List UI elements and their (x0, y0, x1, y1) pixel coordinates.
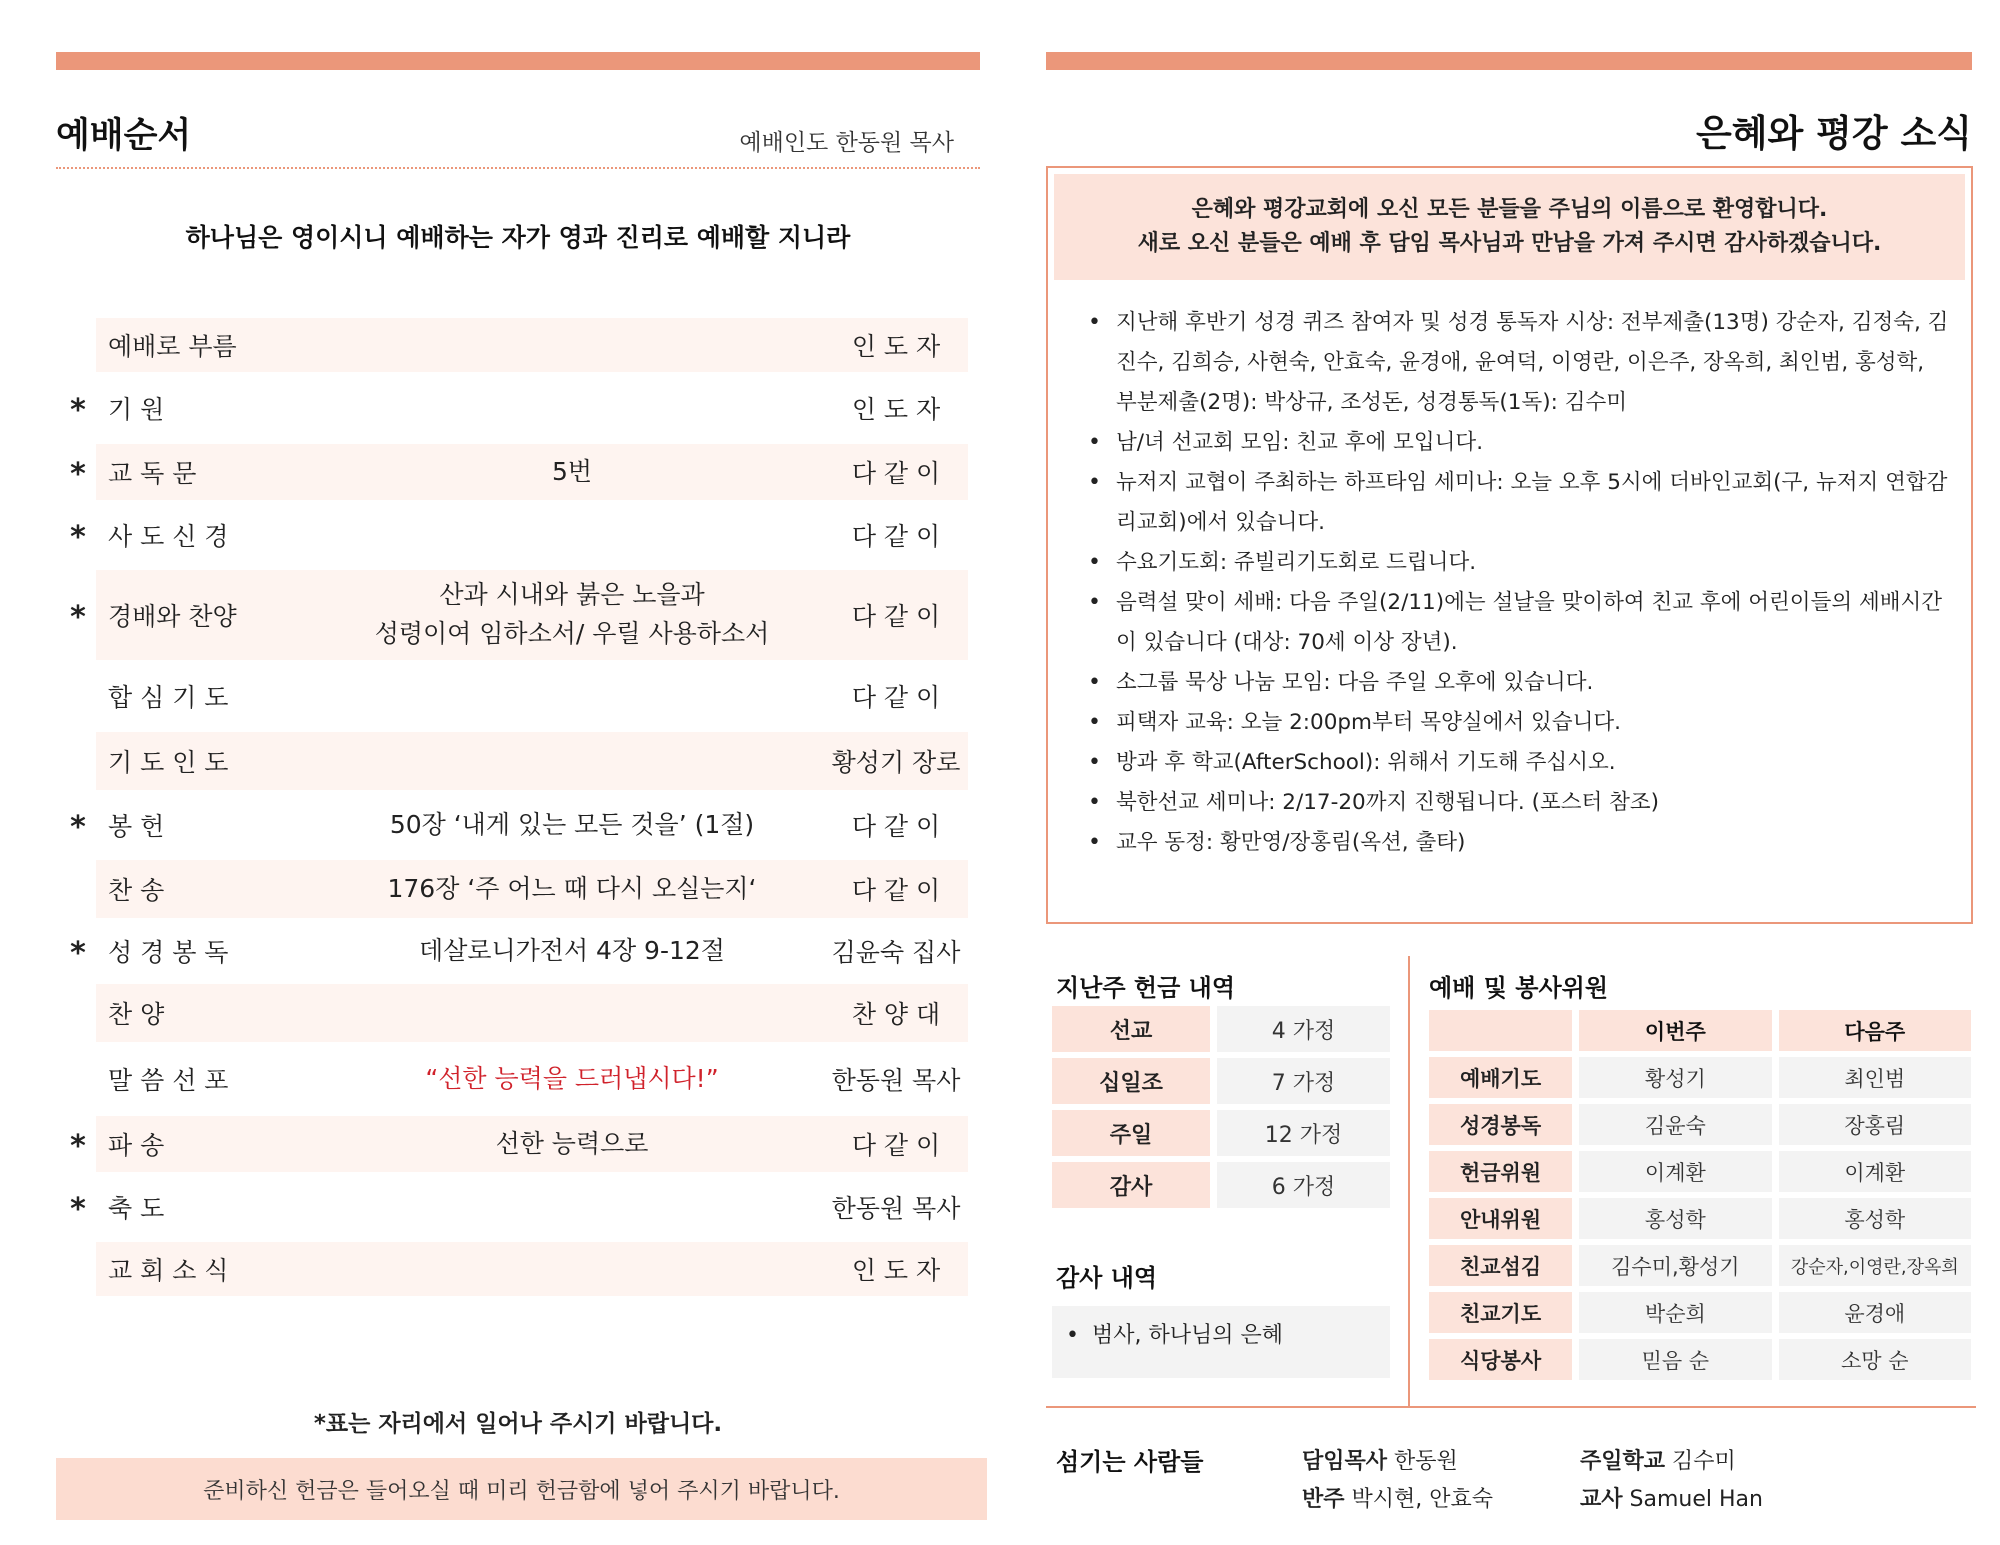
standing-mark (60, 1076, 96, 1082)
service-row (1429, 1198, 1971, 1239)
order-content-line: 성령이여 임하소서/ 우릴 사용하소서 (374, 619, 770, 648)
dotted-divider (56, 167, 980, 169)
order-row (60, 1238, 968, 1300)
news-item: • 수요기도회: 쥬빌리기도회로 드립니다. (1084, 543, 1949, 583)
sunday-school-credit (1580, 1444, 1736, 1475)
service-role: 친교섬김 (1429, 1245, 1572, 1286)
standing-mark (60, 758, 96, 764)
offering-count: 4 가정 (1217, 1006, 1390, 1052)
service-row (1429, 1057, 1971, 1098)
service-row (1429, 1151, 1971, 1192)
order-item-leader: 인 도 자 (851, 395, 941, 424)
service-role: 안내위원 (1429, 1198, 1572, 1239)
news-list (1084, 303, 1949, 863)
standing-mark (60, 693, 96, 699)
order-content-line: 선한 능력으로 (495, 1128, 649, 1158)
news-item: • 지난해 후반기 성경 퀴즈 참여자 및 성경 통독자 시상: 전부제출(13명) 강순자, 김정숙, 김진수, 김희승, 사현숙, 안효숙, 윤경애, 윤여덕, 이영란, 이은주, 장옥희, 최인범, 홍성학, 부분제출(2명): 박상규, 조성돈, 성경통독(1독): 김수미 (1084, 303, 1949, 423)
service-next-week: 소망 순 (1779, 1339, 1971, 1380)
service-this-week: 박순희 (1579, 1292, 1771, 1333)
standing-mark (60, 1010, 96, 1016)
order-row (60, 1046, 968, 1112)
service-role: 성경봉독 (1429, 1104, 1572, 1145)
order-item-name: 사 도 신 경 (108, 522, 229, 551)
welcome-line-1: 은혜와 평강교회에 오신 모든 분들을 주님의 이름으로 환영합니다. (1191, 196, 1828, 222)
offering-category: 십일조 (1052, 1058, 1210, 1104)
order-item-leader: 한동원 목사 (831, 1194, 961, 1223)
order-row (60, 440, 968, 504)
offering-section-title: 지난주 헌금 내역 (1056, 974, 1235, 1002)
order-row (60, 794, 968, 856)
order-item-leader: 다 같 이 (851, 522, 941, 551)
standing-mark (60, 342, 96, 348)
offering-category: 감사 (1052, 1162, 1210, 1208)
welcome-line-2: 새로 오신 분들은 예배 후 담임 목사님과 만남을 가져 주시면 감사하겠습니다. (1137, 231, 1882, 256)
thanks-list (1052, 1306, 1390, 1378)
standing-mark: * (70, 600, 86, 635)
order-row (60, 856, 968, 922)
service-this-week: 믿음 순 (1579, 1339, 1771, 1380)
sunday-school-name: 김수미 (1672, 1449, 1736, 1474)
standing-mark: * (70, 1129, 86, 1164)
order-item-name: 성 경 봉 독 (108, 938, 229, 967)
offering-note: 준비하신 헌금은 들어오실 때 미리 헌금함에 넣어 주시기 바랍니다. (203, 1478, 840, 1504)
service-row (1429, 1104, 1971, 1145)
order-item-name: 교 회 소 식 (108, 1256, 229, 1285)
news-item: • 북한선교 세미나: 2/17-20까지 진행됩니다. (포스터 참조) (1084, 783, 1949, 823)
servers-title: 섬기는 사람들 (1056, 1448, 1204, 1476)
offering-category: 선교 (1052, 1006, 1210, 1052)
order-content-line: 176장 ‘주 어느 때 다시 오실는지‘ (387, 873, 757, 903)
standing-mark: * (70, 936, 86, 971)
standing-mark: * (70, 393, 86, 428)
worship-order-title: 예배순서 (56, 116, 192, 156)
order-content-line: 5번 (551, 456, 593, 486)
service-role: 식당봉사 (1429, 1339, 1572, 1380)
order-item-name: 축 도 (108, 1194, 165, 1223)
pastor-label: 담임목사 (1302, 1449, 1388, 1474)
order-item-content (316, 870, 828, 909)
worship-leader: 예배인도 한동원 목사 (739, 130, 954, 156)
news-item: • 소그룹 묵상 나눔 모임: 다음 주일 오후에 있습니다. (1084, 663, 1949, 703)
order-item-leader: 인 도 자 (851, 1256, 941, 1285)
accompanist-label: 반주 (1302, 1487, 1345, 1512)
order-row (60, 922, 968, 980)
worship-order-list (60, 314, 968, 1300)
standing-mark: * (70, 520, 86, 555)
order-item-leader: 다 같 이 (851, 812, 941, 841)
order-item-name: 찬 송 (108, 876, 165, 905)
order-item-content (316, 932, 828, 971)
order-content-line: 데살로니가전서 4장 9-12절 (419, 935, 725, 965)
service-this-week: 김수미,황성기 (1579, 1245, 1771, 1286)
order-item-leader: 다 같 이 (851, 876, 941, 905)
order-item-leader: 다 같 이 (851, 459, 941, 488)
thanks-item: • 범사, 하나님의 은혜 (1052, 1314, 1390, 1358)
news-box (1046, 166, 1973, 924)
order-item-leader: 다 같 이 (851, 602, 941, 631)
order-item-name: 기 도 인 도 (108, 748, 229, 777)
service-next-week: 최인범 (1779, 1057, 1971, 1098)
order-item-name: 합 심 기 도 (108, 683, 229, 712)
standing-mark (60, 886, 96, 892)
offering-count: 7 가정 (1217, 1058, 1390, 1104)
offering-count: 6 가정 (1217, 1162, 1390, 1208)
service-next-week: 윤경애 (1779, 1292, 1971, 1333)
sunday-school-label: 주일학교 (1580, 1449, 1666, 1474)
order-item-leader: 다 같 이 (851, 1131, 941, 1160)
order-item-name: 말 씀 선 포 (108, 1066, 229, 1095)
order-row (60, 504, 968, 566)
standing-mark: * (70, 810, 86, 845)
pastor-name: 한동원 (1394, 1449, 1458, 1474)
service-next-week: 홍성학 (1779, 1198, 1971, 1239)
order-content-line: 50장 ‘내게 있는 모든 것을’ (1절) (389, 809, 755, 839)
service-next-week: 장홍림 (1779, 1104, 1971, 1145)
order-item-leader: 한동원 목사 (831, 1066, 961, 1095)
news-item: • 음력설 맞이 세배: 다음 주일(2/11)에는 설날을 맞이하여 친교 후에 어린이들의 세배시간이 있습니다 (대상: 70세 이상 장년). (1084, 583, 1949, 663)
service-role: 친교기도 (1429, 1292, 1572, 1333)
order-row (60, 376, 968, 440)
right-top-accent-bar (1046, 52, 1972, 70)
service-role: 헌금위원 (1429, 1151, 1572, 1192)
order-item-leader: 인 도 자 (851, 332, 941, 361)
order-item-content (316, 1125, 828, 1164)
news-item: • 뉴저지 교협이 주최하는 하프타임 세미나: 오늘 오후 5시에 더바인교회(구, 뉴저지 연합감리교회)에서 있습니다. (1084, 463, 1949, 543)
stand-note: *표는 자리에서 일어나 주시기 바랍니다. (313, 1411, 723, 1437)
teacher-name: Samuel Han (1629, 1487, 1763, 1512)
service-this-week: 이계환 (1579, 1151, 1771, 1192)
welcome-message (1054, 174, 1965, 280)
service-header-role (1429, 1010, 1572, 1051)
order-item-leader: 다 같 이 (851, 683, 941, 712)
order-item-content (316, 806, 828, 845)
service-header-row (1429, 1010, 1971, 1051)
news-item: • 방과 후 학교(AfterSchool): 위해서 기도해 주십시오. (1084, 743, 1949, 783)
offering-table (1052, 1006, 1390, 1214)
pastor-credit (1302, 1444, 1458, 1475)
service-header-this-week: 이번주 (1579, 1010, 1771, 1051)
order-item-leader: 김윤숙 집사 (831, 938, 961, 967)
horizontal-divider (1046, 1406, 1976, 1408)
order-item-name: 기 원 (108, 395, 165, 424)
service-next-week: 이계환 (1779, 1151, 1971, 1192)
offering-note-box (56, 1458, 987, 1520)
offering-row (1052, 1006, 1390, 1052)
standing-mark (60, 1266, 96, 1272)
news-title: 은혜와 평강 소식 (1696, 112, 1972, 155)
service-section-title: 예배 및 봉사위원 (1429, 974, 1608, 1002)
service-this-week: 홍성학 (1579, 1198, 1771, 1239)
order-item-name: 파 송 (108, 1131, 165, 1160)
thanks-section-title: 감사 내역 (1056, 1264, 1158, 1292)
order-content-line: 산과 시내와 붉은 노을과 (439, 580, 705, 610)
order-item-content (316, 453, 828, 492)
order-row (60, 664, 968, 728)
service-this-week: 황성기 (1579, 1057, 1771, 1098)
order-content-line: “선한 능력을 드러냅시다!” (425, 1063, 719, 1093)
service-row (1429, 1292, 1971, 1333)
service-role: 예배기도 (1429, 1057, 1572, 1098)
offering-row (1052, 1058, 1390, 1104)
order-row (60, 1112, 968, 1176)
news-item: • 교우 동정: 황만영/장홍림(옥션, 출타) (1084, 823, 1949, 863)
service-row (1429, 1339, 1971, 1380)
order-item-content (316, 576, 828, 654)
offering-row (1052, 1162, 1390, 1208)
accompanist-name: 박시현, 안효숙 (1351, 1487, 1494, 1512)
order-item-leader: 찬 양 대 (851, 1000, 941, 1029)
order-item-content (316, 1060, 828, 1099)
order-item-name: 찬 양 (108, 1000, 165, 1029)
offering-count: 12 가정 (1217, 1110, 1390, 1156)
order-row (60, 1176, 968, 1238)
scripture-verse: 하나님은 영이시니 예배하는 자가 영과 진리로 예배할 지니라 (185, 223, 851, 252)
order-row (60, 980, 968, 1046)
news-item: • 남/녀 선교회 모임: 친교 후에 모입니다. (1084, 423, 1949, 463)
vertical-divider (1408, 956, 1410, 1406)
offering-row (1052, 1110, 1390, 1156)
left-top-accent-bar (56, 52, 980, 70)
news-item: • 피택자 교육: 오늘 2:00pm부터 목양실에서 있습니다. (1084, 703, 1949, 743)
order-row (60, 314, 968, 376)
service-table (1429, 1010, 1971, 1386)
standing-mark: * (70, 1192, 86, 1227)
order-item-name: 봉 헌 (108, 812, 165, 841)
order-item-name: 예배로 부름 (108, 332, 237, 361)
service-next-week: 강순자,이영란,장옥희 (1779, 1245, 1971, 1286)
order-row (60, 728, 968, 794)
order-item-leader: 황성기 장로 (831, 748, 961, 777)
order-item-name: 교 독 문 (108, 459, 197, 488)
accompanist-credit (1302, 1482, 1493, 1513)
service-row (1429, 1245, 1971, 1286)
standing-mark: * (70, 457, 86, 492)
offering-category: 주일 (1052, 1110, 1210, 1156)
order-item-name: 경배와 찬양 (108, 602, 237, 631)
service-this-week: 김윤숙 (1579, 1104, 1771, 1145)
order-row (60, 566, 968, 664)
teacher-credit (1580, 1482, 1763, 1513)
teacher-label: 교사 (1580, 1487, 1623, 1512)
service-header-next-week: 다음주 (1779, 1010, 1971, 1051)
